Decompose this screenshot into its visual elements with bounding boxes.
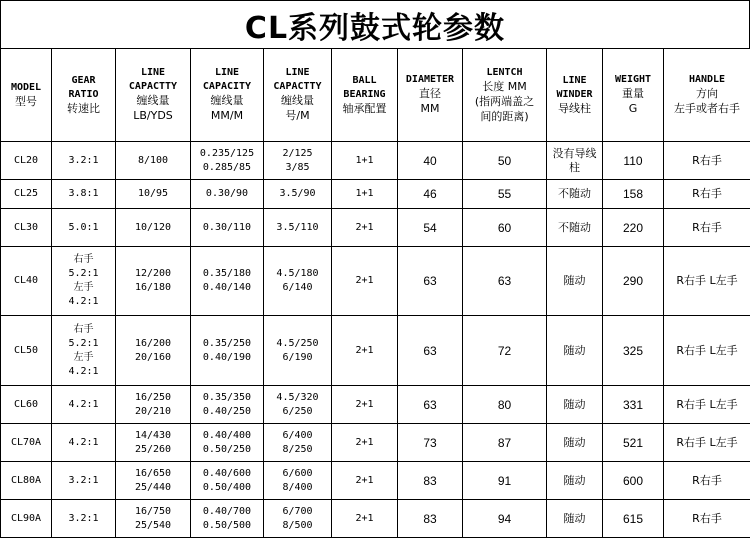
- cell-winder: 没有导线 柱: [547, 142, 603, 180]
- cell-handle: R右手: [664, 180, 750, 209]
- table-row: [1, 424, 750, 462]
- cell-winder: 随动: [547, 500, 603, 538]
- header-line-winder: LINE WINDER 导线柱: [547, 49, 603, 142]
- cell-hao: 4.5/180 6/140: [264, 247, 332, 316]
- cell-gear: 3.8:1: [52, 180, 116, 209]
- cell-weight: 615: [603, 500, 664, 538]
- cell-bearing: 2+1: [332, 462, 398, 500]
- header-handle: HANDLE 方向 左手或者右手: [664, 49, 750, 142]
- cell-model: CL80A: [1, 462, 52, 500]
- cell-lb: 16/250 20/210: [116, 386, 191, 424]
- cell-gear: 4.2:1: [52, 424, 116, 462]
- cell-gear: 右手 5.2:1 左手 4.2:1: [52, 316, 116, 386]
- cell-bearing: 2+1: [332, 424, 398, 462]
- cell-lb: 8/100: [116, 142, 191, 180]
- cell-handle: R右手 L左手: [664, 247, 750, 316]
- cell-mm: 0.40/400 0.50/250: [191, 424, 264, 462]
- cell-handle: R右手 L左手: [664, 424, 750, 462]
- cell-diameter: 54: [398, 209, 463, 247]
- header-capacity-hao: LINE CAPACTTY 缠线量 号/M: [264, 49, 332, 142]
- cell-mm: 0.235/125 0.285/85: [191, 142, 264, 180]
- cell-length: 91: [463, 462, 547, 500]
- cell-length: 63: [463, 247, 547, 316]
- cell-gear: 5.0:1: [52, 209, 116, 247]
- cell-weight: 600: [603, 462, 664, 500]
- cell-gear: 3.2:1: [52, 462, 116, 500]
- header-gear-ratio: GEAR RATIO 转速比: [52, 49, 116, 142]
- header-diameter: DIAMETER 直径 MM: [398, 49, 463, 142]
- cell-diameter: 46: [398, 180, 463, 209]
- cell-mm: 0.35/350 0.40/250: [191, 386, 264, 424]
- cell-gear: 右手 5.2:1 左手 4.2:1: [52, 247, 116, 316]
- cell-model: CL90A: [1, 500, 52, 538]
- cell-diameter: 83: [398, 500, 463, 538]
- cell-mm: 0.35/180 0.40/140: [191, 247, 264, 316]
- cell-weight: 220: [603, 209, 664, 247]
- cell-hao: 3.5/110: [264, 209, 332, 247]
- header-weight: WEIGHT 重量 G: [603, 49, 664, 142]
- cell-handle: R右手 L左手: [664, 386, 750, 424]
- cell-diameter: 63: [398, 386, 463, 424]
- cell-hao: 2/125 3/85: [264, 142, 332, 180]
- cell-weight: 521: [603, 424, 664, 462]
- cell-bearing: 2+1: [332, 247, 398, 316]
- cell-winder: 随动: [547, 424, 603, 462]
- page-title: CL系列鼓式轮参数: [0, 0, 750, 48]
- cell-lb: 16/750 25/540: [116, 500, 191, 538]
- header-capacity-mm: LINE CAPACITY 缠线量 MM/M: [191, 49, 264, 142]
- cell-winder: 随动: [547, 316, 603, 386]
- table-row: [1, 180, 750, 209]
- cell-winder: 随动: [547, 247, 603, 316]
- cell-model: CL60: [1, 386, 52, 424]
- cell-hao: 4.5/250 6/190: [264, 316, 332, 386]
- cell-model: CL20: [1, 142, 52, 180]
- cell-handle: R右手: [664, 142, 750, 180]
- header-row: [1, 49, 750, 142]
- cell-lb: 16/200 20/160: [116, 316, 191, 386]
- cell-weight: 290: [603, 247, 664, 316]
- cell-length: 94: [463, 500, 547, 538]
- cell-handle: R右手 L左手: [664, 316, 750, 386]
- cell-model: CL70A: [1, 424, 52, 462]
- cell-handle: R右手: [664, 500, 750, 538]
- cell-hao: 6/700 8/500: [264, 500, 332, 538]
- cell-hao: 4.5/320 6/250: [264, 386, 332, 424]
- cell-bearing: 2+1: [332, 500, 398, 538]
- cell-winder: 不随动: [547, 180, 603, 209]
- cell-handle: R右手: [664, 209, 750, 247]
- cell-bearing: 1+1: [332, 180, 398, 209]
- cell-diameter: 63: [398, 316, 463, 386]
- header-length: LENTCH 长度 MM (指两端盖之 间的距离): [463, 49, 547, 142]
- table-row: [1, 386, 750, 424]
- table-row: [1, 316, 750, 386]
- cell-lb: 10/120: [116, 209, 191, 247]
- cell-winder: 随动: [547, 462, 603, 500]
- cell-length: 50: [463, 142, 547, 180]
- cell-model: CL50: [1, 316, 52, 386]
- header-model: MODEL 型号: [1, 49, 52, 142]
- cell-diameter: 83: [398, 462, 463, 500]
- cell-mm: 0.40/600 0.50/400: [191, 462, 264, 500]
- cell-length: 72: [463, 316, 547, 386]
- cell-length: 55: [463, 180, 547, 209]
- cell-length: 60: [463, 209, 547, 247]
- cell-winder: 随动: [547, 386, 603, 424]
- header-capacity-lb: LINE CAPACTTY 缠线量 LB/YDS: [116, 49, 191, 142]
- spec-table: [0, 48, 750, 538]
- cell-weight: 110: [603, 142, 664, 180]
- cell-lb: 14/430 25/260: [116, 424, 191, 462]
- cell-lb: 12/200 16/180: [116, 247, 191, 316]
- cell-weight: 158: [603, 180, 664, 209]
- cell-mm: 0.40/700 0.50/500: [191, 500, 264, 538]
- cell-handle: R右手: [664, 462, 750, 500]
- cell-hao: 6/600 8/400: [264, 462, 332, 500]
- cell-diameter: 73: [398, 424, 463, 462]
- table-row: [1, 142, 750, 180]
- cell-model: CL30: [1, 209, 52, 247]
- cell-model: CL40: [1, 247, 52, 316]
- cell-model: CL25: [1, 180, 52, 209]
- cell-weight: 331: [603, 386, 664, 424]
- table-row: [1, 209, 750, 247]
- cell-length: 80: [463, 386, 547, 424]
- cell-gear: 3.2:1: [52, 142, 116, 180]
- cell-diameter: 63: [398, 247, 463, 316]
- table-row: [1, 500, 750, 538]
- cell-bearing: 2+1: [332, 316, 398, 386]
- cell-hao: 6/400 8/250: [264, 424, 332, 462]
- cell-winder: 不随动: [547, 209, 603, 247]
- cell-mm: 0.30/90: [191, 180, 264, 209]
- cell-gear: 4.2:1: [52, 386, 116, 424]
- cell-lb: 10/95: [116, 180, 191, 209]
- table-row: [1, 462, 750, 500]
- table-row: [1, 247, 750, 316]
- cell-bearing: 2+1: [332, 386, 398, 424]
- cell-hao: 3.5/90: [264, 180, 332, 209]
- cell-mm: 0.30/110: [191, 209, 264, 247]
- cell-bearing: 2+1: [332, 209, 398, 247]
- cell-diameter: 40: [398, 142, 463, 180]
- cell-bearing: 1+1: [332, 142, 398, 180]
- cell-gear: 3.2:1: [52, 500, 116, 538]
- cell-lb: 16/650 25/440: [116, 462, 191, 500]
- cell-mm: 0.35/250 0.40/190: [191, 316, 264, 386]
- cell-weight: 325: [603, 316, 664, 386]
- cell-length: 87: [463, 424, 547, 462]
- header-ball-bearing: BALL BEARING 轴承配置: [332, 49, 398, 142]
